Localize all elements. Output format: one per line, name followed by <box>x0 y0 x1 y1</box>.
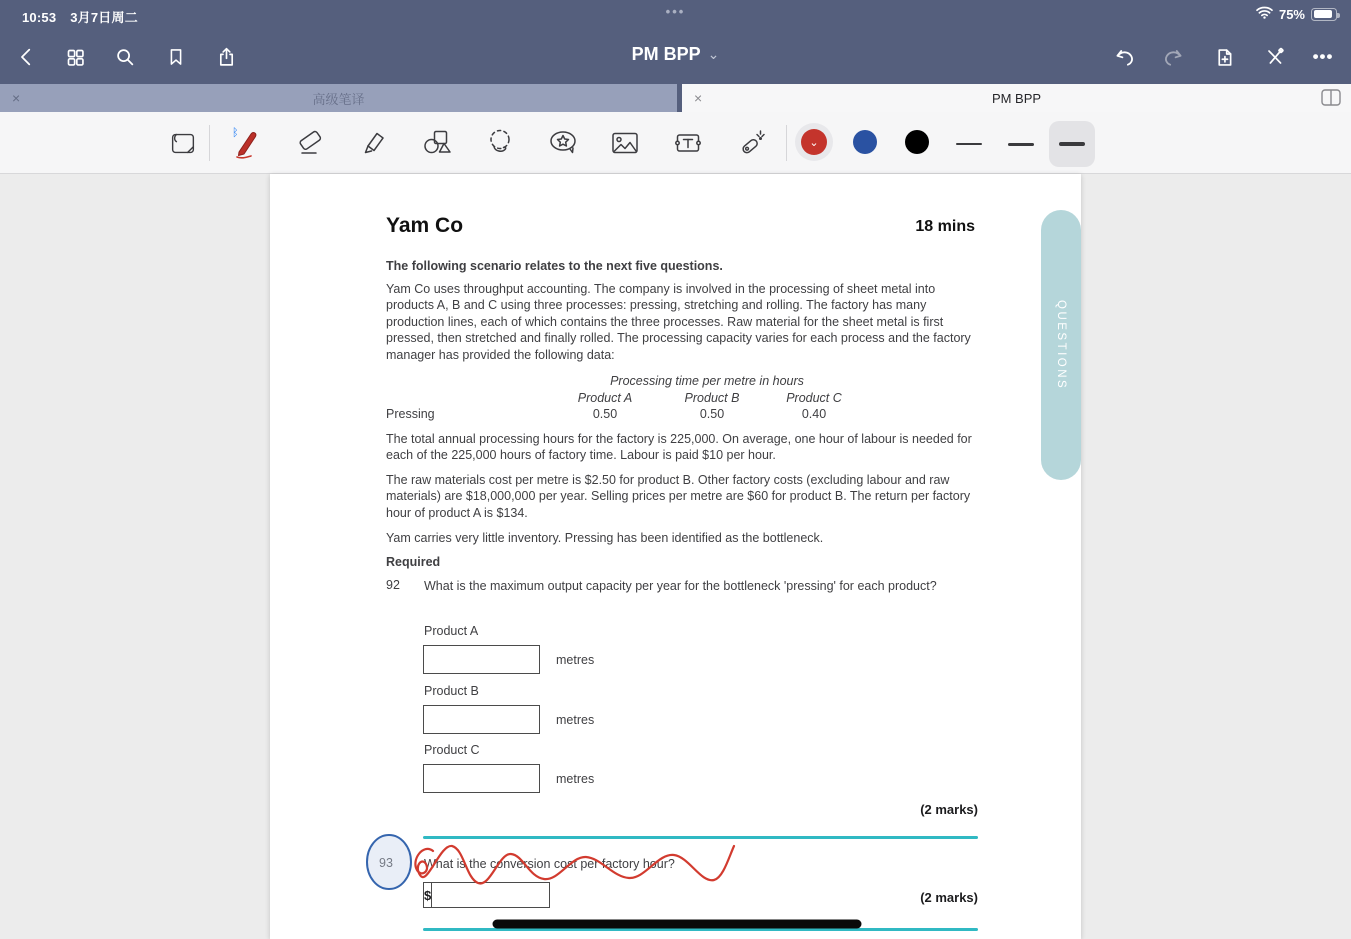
section-divider-line <box>423 836 978 839</box>
more-options-button[interactable]: ••• <box>1312 47 1334 66</box>
scenario-intro: The following scenario relates to the next five questions. <box>386 259 723 273</box>
table-header: Product B <box>684 391 740 405</box>
scenario-title: Yam Co <box>386 214 464 237</box>
image-tool-icon[interactable] <box>603 121 647 165</box>
answer-box-currency[interactable] <box>423 882 550 908</box>
annotation-toolbar <box>0 112 1351 174</box>
close-tab-icon[interactable]: × <box>12 90 21 106</box>
pen-tool-icon[interactable] <box>223 121 267 165</box>
answer-input-conversion-cost[interactable] <box>432 883 618 907</box>
document-canvas <box>0 174 1351 939</box>
unit-label: metres <box>556 653 595 667</box>
currency-prefix: $ <box>424 883 432 907</box>
scenario-paragraph: The raw materials cost per metre is $2.50 for product B. Other factory costs (excluding labour and raw materials) are $18,000,000 per year. Selling prices per metre are $60 for product B. The return per factory hour of product A is $134. <box>386 473 971 520</box>
chevron-down-icon: ⌄ <box>707 46 720 62</box>
stroke-width-medium[interactable] <box>998 121 1044 167</box>
scenario-paragraph: Yam carries very little inventory. Pressing has been identified as the bottleneck. <box>386 531 824 545</box>
navigation-bar <box>0 28 1351 84</box>
date: 3月7日周二 <box>70 10 138 25</box>
question-number: 92 <box>386 578 400 592</box>
multitask-indicator: ••• <box>665 4 686 19</box>
unit-label: metres <box>556 713 595 727</box>
document-title-menu[interactable] <box>632 44 720 65</box>
tab-label: PM BPP <box>991 90 1042 106</box>
battery-icon <box>1311 8 1337 21</box>
answer-box-product-c[interactable] <box>423 764 540 793</box>
field-label: Product C <box>424 743 480 757</box>
table-header: Product A <box>577 391 633 405</box>
color-swatch-black[interactable] <box>905 130 929 154</box>
wifi-icon <box>1256 6 1273 22</box>
table-cell: 0.50 <box>699 407 725 421</box>
search-button[interactable] <box>110 42 140 72</box>
marks-label: (2 marks) <box>920 890 978 905</box>
document-title: PM BPP <box>631 44 701 64</box>
pdf-page <box>270 174 1081 939</box>
table-header: Product C <box>786 391 842 405</box>
lasso-tool-icon[interactable] <box>478 121 522 165</box>
chevron-down-icon: ⌄ <box>809 136 819 149</box>
required-label: Required <box>386 555 441 569</box>
answer-input-product-c[interactable] <box>424 765 539 792</box>
answer-box-product-b[interactable] <box>423 705 540 734</box>
add-page-button[interactable] <box>1209 42 1239 72</box>
questions-side-tab[interactable] <box>1041 210 1081 480</box>
scenario-paragraph: Yam Co uses throughput accounting. The company is involved in the processing of sheet metal into products A, B and C using three processes: pressing, stretching and rolling. The factory has many production lines, each of which contains the three processes. Raw material for the sheet metal is first pressed, then stretched and finally rolled. The processing capacity varies for each process and the factory manager has provided the following data: <box>386 282 971 362</box>
stickers-tool-icon[interactable] <box>541 121 585 165</box>
question-text: What is the maximum output capacity per year for the bottleneck 'pressing' for each product? <box>424 579 937 593</box>
svg-text:ᛒ: ᛒ <box>232 126 239 139</box>
unit-label: metres <box>556 772 595 786</box>
bookmark-button[interactable] <box>161 42 191 72</box>
eraser-tool-icon[interactable] <box>288 121 332 165</box>
tab-label: 高级笔译 <box>312 91 365 107</box>
pen-mode-toggle-icon[interactable] <box>1260 42 1290 72</box>
answer-input-product-b[interactable] <box>424 706 539 733</box>
color-swatch-red-selected[interactable] <box>801 129 827 155</box>
close-tab-icon[interactable]: × <box>694 90 703 106</box>
marks-label: (2 marks) <box>920 802 978 817</box>
share-button[interactable] <box>211 42 241 72</box>
table-cell: 0.40 <box>801 407 827 421</box>
battery-percent: 75% <box>1278 6 1305 22</box>
table-row-label: Pressing <box>386 407 435 421</box>
tab-bar <box>0 84 1351 112</box>
question-text: What is the conversion cost per factory hour? <box>424 857 675 871</box>
stroke-width-thin[interactable] <box>946 121 992 167</box>
top-chrome <box>0 0 1351 84</box>
scenario-duration: 18 mins <box>915 218 975 235</box>
tab-other-document[interactable] <box>0 84 677 112</box>
highlighter-tool-icon[interactable] <box>351 121 395 165</box>
redo-button[interactable] <box>1158 42 1188 72</box>
text-tool-icon[interactable] <box>666 121 710 165</box>
laser-pointer-tool-icon[interactable] <box>729 121 773 165</box>
thumbnails-grid-button[interactable] <box>60 42 90 72</box>
clock: 10:53 <box>22 10 57 25</box>
answer-box-product-a[interactable] <box>423 645 540 674</box>
field-label: Product B <box>424 684 479 698</box>
answer-input-product-a[interactable] <box>424 646 539 673</box>
question-number: 93 <box>379 856 393 870</box>
stroke-width-thick-selected[interactable] <box>1049 121 1095 167</box>
questions-side-tab-label: QUESTIONS <box>1055 299 1067 391</box>
table-caption: Processing time per metre in hours <box>610 374 804 388</box>
table-cell: 0.50 <box>592 407 618 421</box>
status-bar <box>0 0 1351 28</box>
field-label: Product A <box>424 624 479 638</box>
section-divider-line <box>423 928 978 931</box>
shapes-tool-icon[interactable] <box>415 121 459 165</box>
scenario-paragraph: The total annual processing hours for the factory is 225,000. On average, one hour of labour is needed for each of the 225,000 hours of factory time. Labour is paid $10 per hour. <box>386 432 972 463</box>
back-button[interactable] <box>12 42 42 72</box>
undo-button[interactable] <box>1109 42 1139 72</box>
page-view-icon[interactable] <box>161 121 205 165</box>
split-view-icon[interactable] <box>1321 89 1341 106</box>
tab-pm-bpp[interactable] <box>682 84 1351 112</box>
color-swatch-blue[interactable] <box>853 130 877 154</box>
